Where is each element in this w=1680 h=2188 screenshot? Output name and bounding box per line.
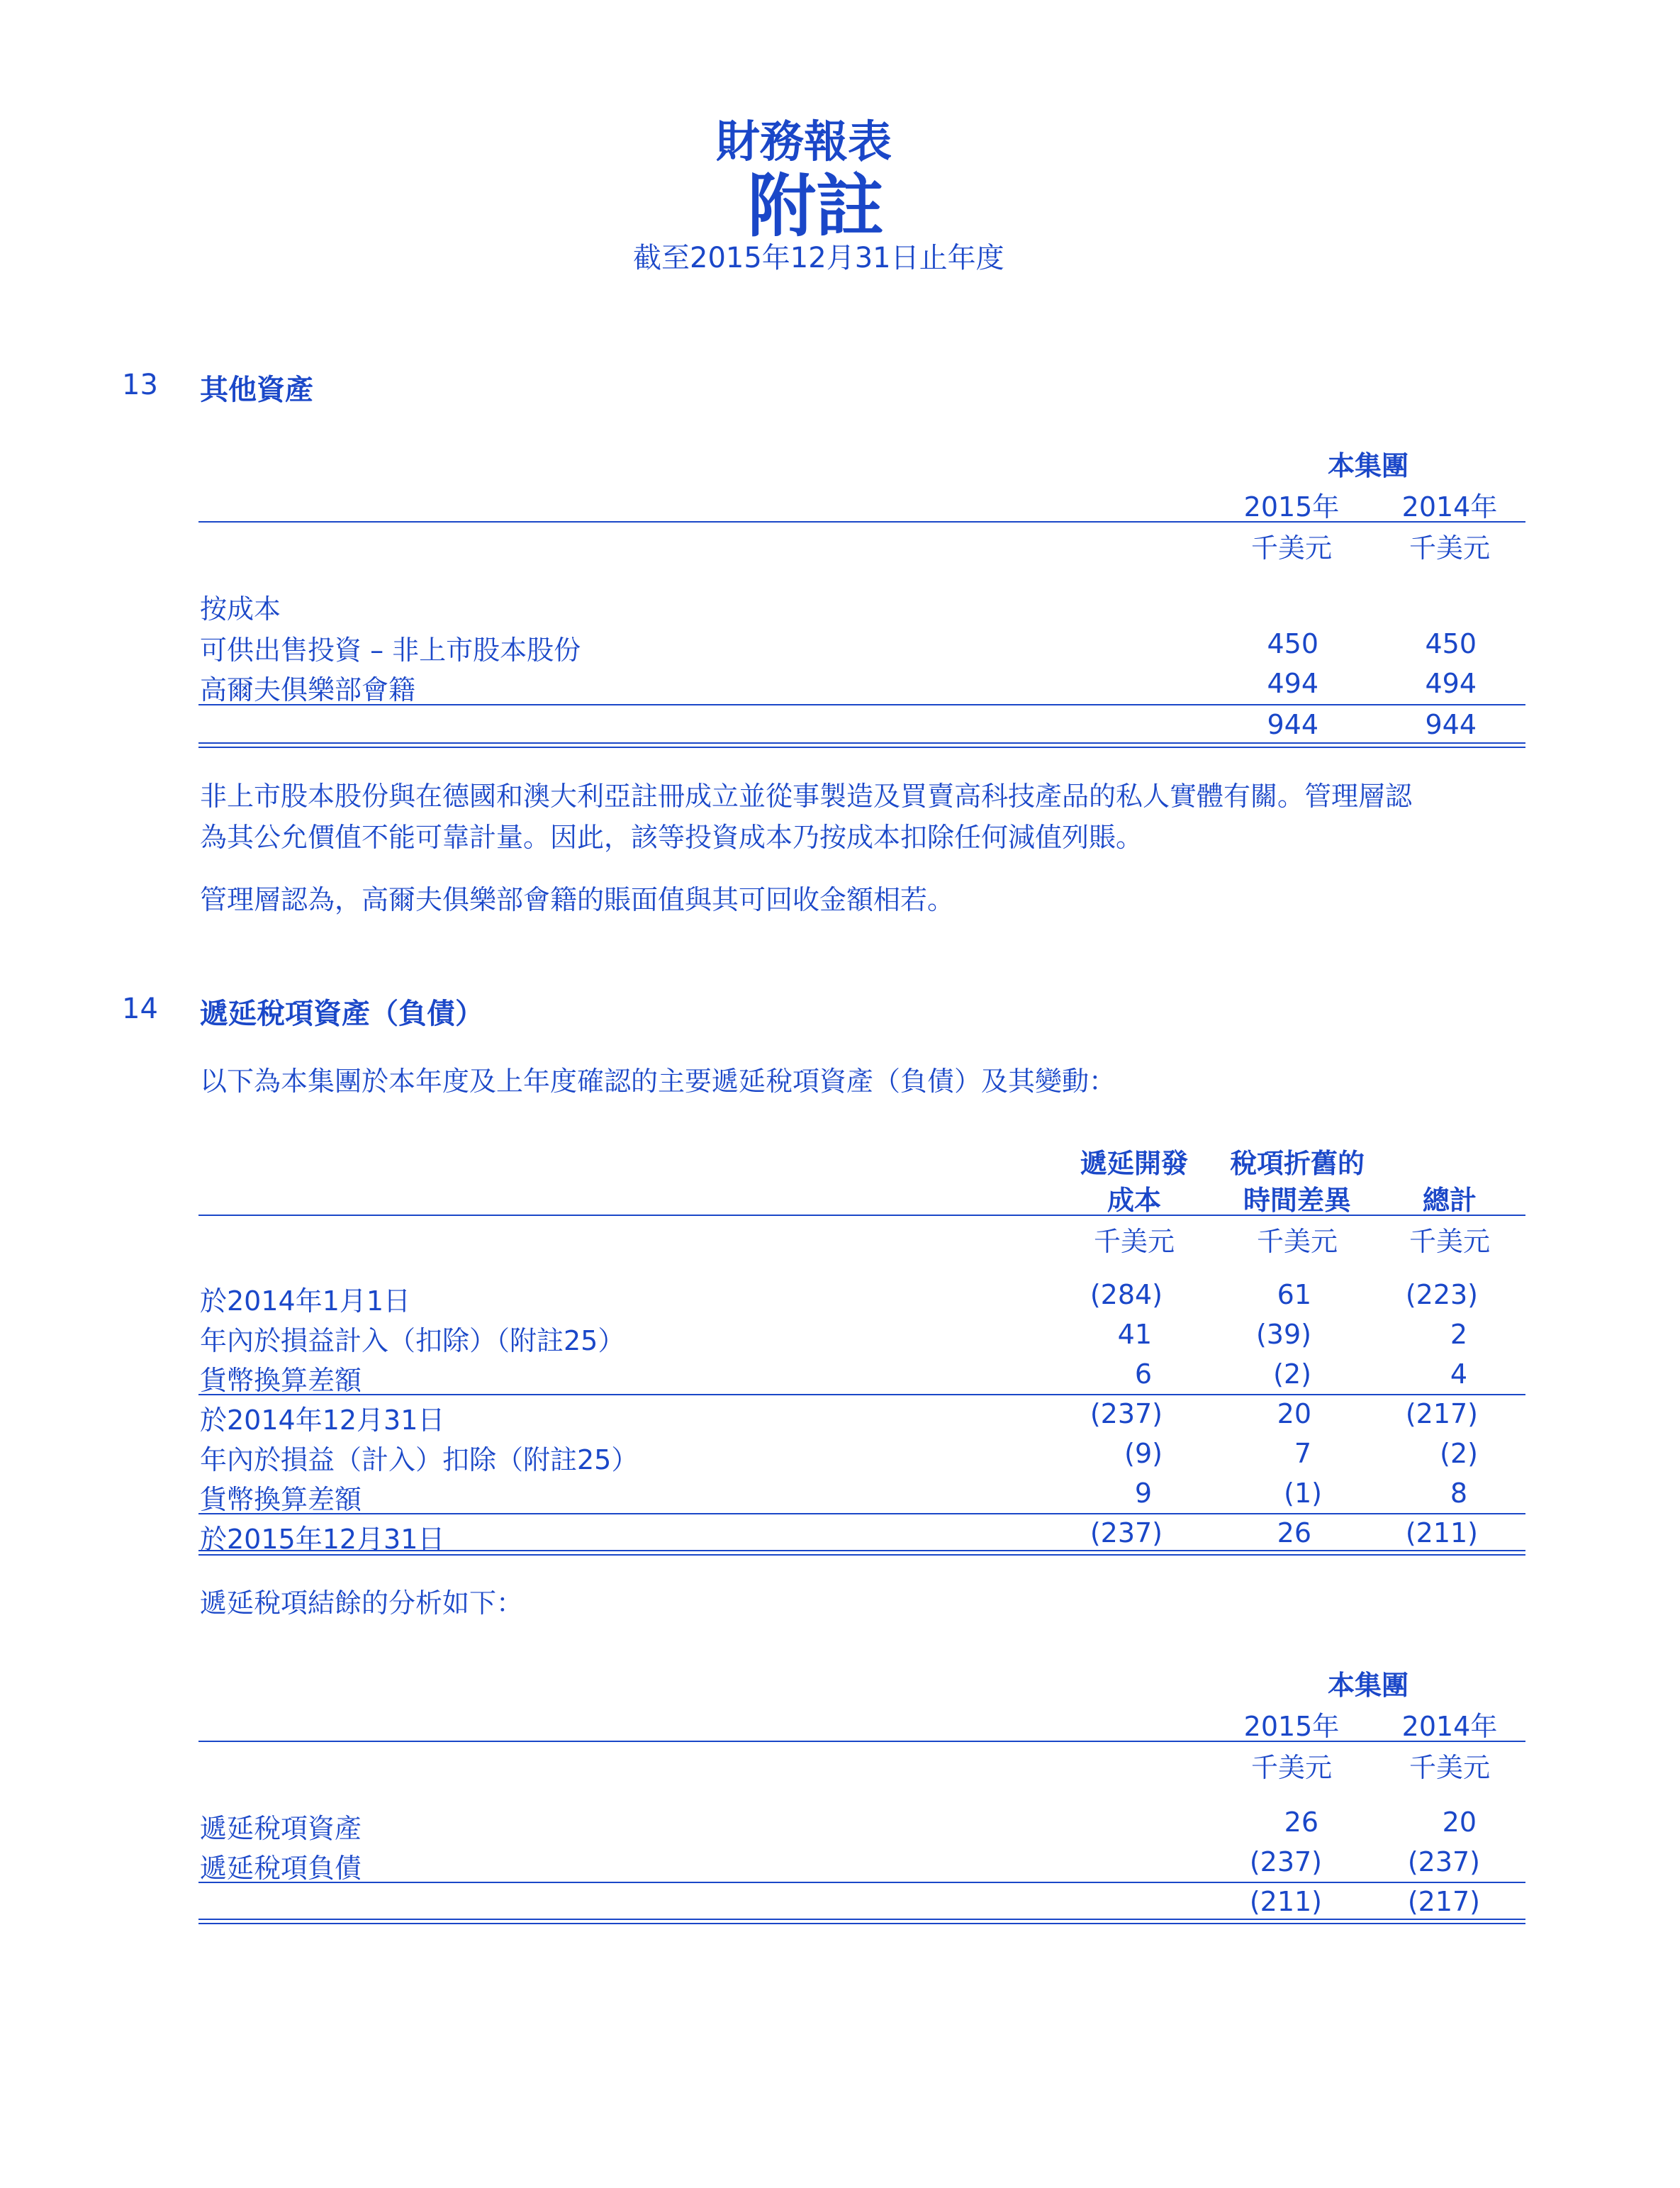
note-13-paragraph-1: 非上市股本股份與在德國和澳大利亞註冊成立並從事製造及買賣高科技產品的私人實體有關。管理層認 為其公允價值不能可靠計量。因此，該等投資成本乃按成本扣除任何減值列賬。 [200, 781, 1413, 853]
note-14-row-value-col1: 41 [1117, 1319, 1152, 1350]
note-14-movement-double-rule [198, 1550, 1525, 1556]
note-14-header-rule [198, 1215, 1525, 1216]
note-13-row-label: 高爾夫俱樂部會籍 [200, 674, 416, 705]
note-14-analysis-header-rule [198, 1741, 1525, 1742]
note-14-row-value-col2: 7 [1294, 1438, 1311, 1469]
note-14-unit-col2: 千美元 [1256, 1226, 1338, 1257]
note-13-total-2014: 944 [1425, 709, 1477, 740]
note-14-row-value-col1: (237) [1090, 1398, 1163, 1429]
note-14-row-value-col2: (2) [1273, 1358, 1311, 1390]
note-13-year-2014: 2014年 [1401, 491, 1498, 523]
document-subtitle: 附註 [748, 167, 884, 246]
note-14-row-label: 年內於損益（計入）扣除（附註25） [200, 1444, 639, 1475]
note-14-row-value-col1: (284) [1090, 1279, 1163, 1310]
note-14-analysis-row-label: 遞延稅項負債 [200, 1853, 362, 1884]
note-13-row-value-2014: 450 [1425, 628, 1477, 659]
note-14-col2-header-line2: 時間差異 [1243, 1185, 1351, 1216]
note-14-row-value-col2: 20 [1277, 1398, 1311, 1429]
note-14-row-label: 於2015年12月31日 [200, 1524, 445, 1555]
note-14-col1-header-line1: 遞延開發 [1080, 1148, 1188, 1179]
note-14-analysis-double-rule [198, 1919, 1525, 1924]
note-14-row-label: 貨幣換算差額 [200, 1484, 362, 1515]
note-14-number: 14 [122, 993, 158, 1025]
note-14-col3-header: 總計 [1422, 1185, 1477, 1216]
note-13-unit-2015: 千美元 [1250, 532, 1332, 564]
note-13-total-2015: 944 [1267, 709, 1318, 740]
note-14-analysis-total-2015: (211) [1249, 1886, 1322, 1917]
note-13-paragraph-2: 管理層認為，高爾夫俱樂部會籍的賬面值與其可回收金額相若。 [200, 884, 955, 915]
note-14-analysis-unit-2014: 千美元 [1409, 1752, 1490, 1783]
note-13-row-value-2015: 450 [1267, 628, 1318, 659]
note-13-row-value-2014: 494 [1425, 668, 1477, 699]
note-14-analysis-value-2014: (237) [1407, 1846, 1480, 1877]
note-14-row-value-col3: 2 [1450, 1319, 1467, 1350]
note-13-total-double-rule [198, 742, 1525, 748]
reporting-period: 截至2015年12月31日止年度 [633, 242, 1004, 274]
note-14-analysis-value-2015: 26 [1284, 1807, 1318, 1838]
note-14-row-value-col2: (1) [1284, 1478, 1322, 1509]
note-13-title: 其他資產 [200, 374, 313, 406]
note-14-year-2015: 2015年 [1243, 1711, 1340, 1742]
note-14-unit-col3: 千美元 [1409, 1226, 1490, 1257]
note-14-row-value-col2: (39) [1255, 1319, 1311, 1350]
note-13-header-rule [198, 521, 1525, 523]
note-14-row-value-col2: 61 [1277, 1279, 1311, 1310]
note-13-subheading: 按成本 [200, 593, 281, 625]
note-14-row-value-col3: 4 [1450, 1358, 1467, 1390]
note-14-analysis-value-2014: 20 [1442, 1807, 1477, 1838]
note-14-row-label: 於2014年1月1日 [200, 1285, 411, 1317]
note-14-title: 遞延稅項資產（負債） [200, 998, 483, 1030]
note-13-subtotal-rule [198, 704, 1525, 705]
note-14-row-label: 貨幣換算差額 [200, 1365, 362, 1396]
note-14-subtotal-rule-2014 [198, 1394, 1525, 1395]
note-14-row-label: 於2014年12月31日 [200, 1405, 445, 1436]
note-14-row-value-col2: 26 [1277, 1517, 1311, 1548]
note-13-year-2015: 2015年 [1243, 491, 1340, 523]
note-14-row-value-col3: (2) [1440, 1438, 1478, 1469]
note-14-intro: 以下為本集團於本年度及上年度確認的主要遞延稅項資產（負債）及其變動： [200, 1066, 1116, 1097]
note-14-row-value-col1: 6 [1134, 1358, 1152, 1390]
note-13-number: 13 [122, 369, 158, 401]
note-14-row-label: 年內於損益計入（扣除）（附註25） [200, 1325, 625, 1356]
note-14-row-value-col1: 9 [1134, 1478, 1152, 1509]
note-13-row-label: 可供出售投資 – 非上市股本股份 [200, 635, 581, 666]
note-14-analysis-intro: 遞延稅項結餘的分析如下： [200, 1587, 524, 1619]
document-title: 財務報表 [716, 116, 892, 167]
note-13-unit-2014: 千美元 [1409, 532, 1490, 564]
note-14-analysis-value-2015: (237) [1249, 1846, 1322, 1877]
note-14-subtotal-rule-2015 [198, 1513, 1525, 1514]
note-14-col1-header-line2: 成本 [1107, 1185, 1161, 1216]
note-14-unit-col1: 千美元 [1093, 1226, 1175, 1257]
note-13-row-value-2015: 494 [1267, 668, 1318, 699]
note-14-analysis-row-label: 遞延稅項資產 [200, 1813, 362, 1844]
note-14-row-value-col1: (9) [1124, 1438, 1163, 1469]
note-14-row-value-col1: (237) [1090, 1517, 1163, 1548]
note-14-row-value-col3: (211) [1405, 1517, 1478, 1548]
note-13-group-label: 本集團 [1327, 450, 1409, 481]
note-14-analysis-subtotal-rule [198, 1882, 1525, 1883]
note-14-year-2014: 2014年 [1401, 1711, 1498, 1742]
note-14-group-label: 本集團 [1327, 1670, 1409, 1701]
note-14-analysis-total-2014: (217) [1407, 1886, 1480, 1917]
note-14-row-value-col3: 8 [1450, 1478, 1467, 1509]
note-14-col2-header-line1: 稅項折舊的 [1229, 1148, 1365, 1179]
note-14-analysis-unit-2015: 千美元 [1250, 1752, 1332, 1783]
note-14-row-value-col3: (223) [1405, 1279, 1478, 1310]
note-14-row-value-col3: (217) [1405, 1398, 1478, 1429]
